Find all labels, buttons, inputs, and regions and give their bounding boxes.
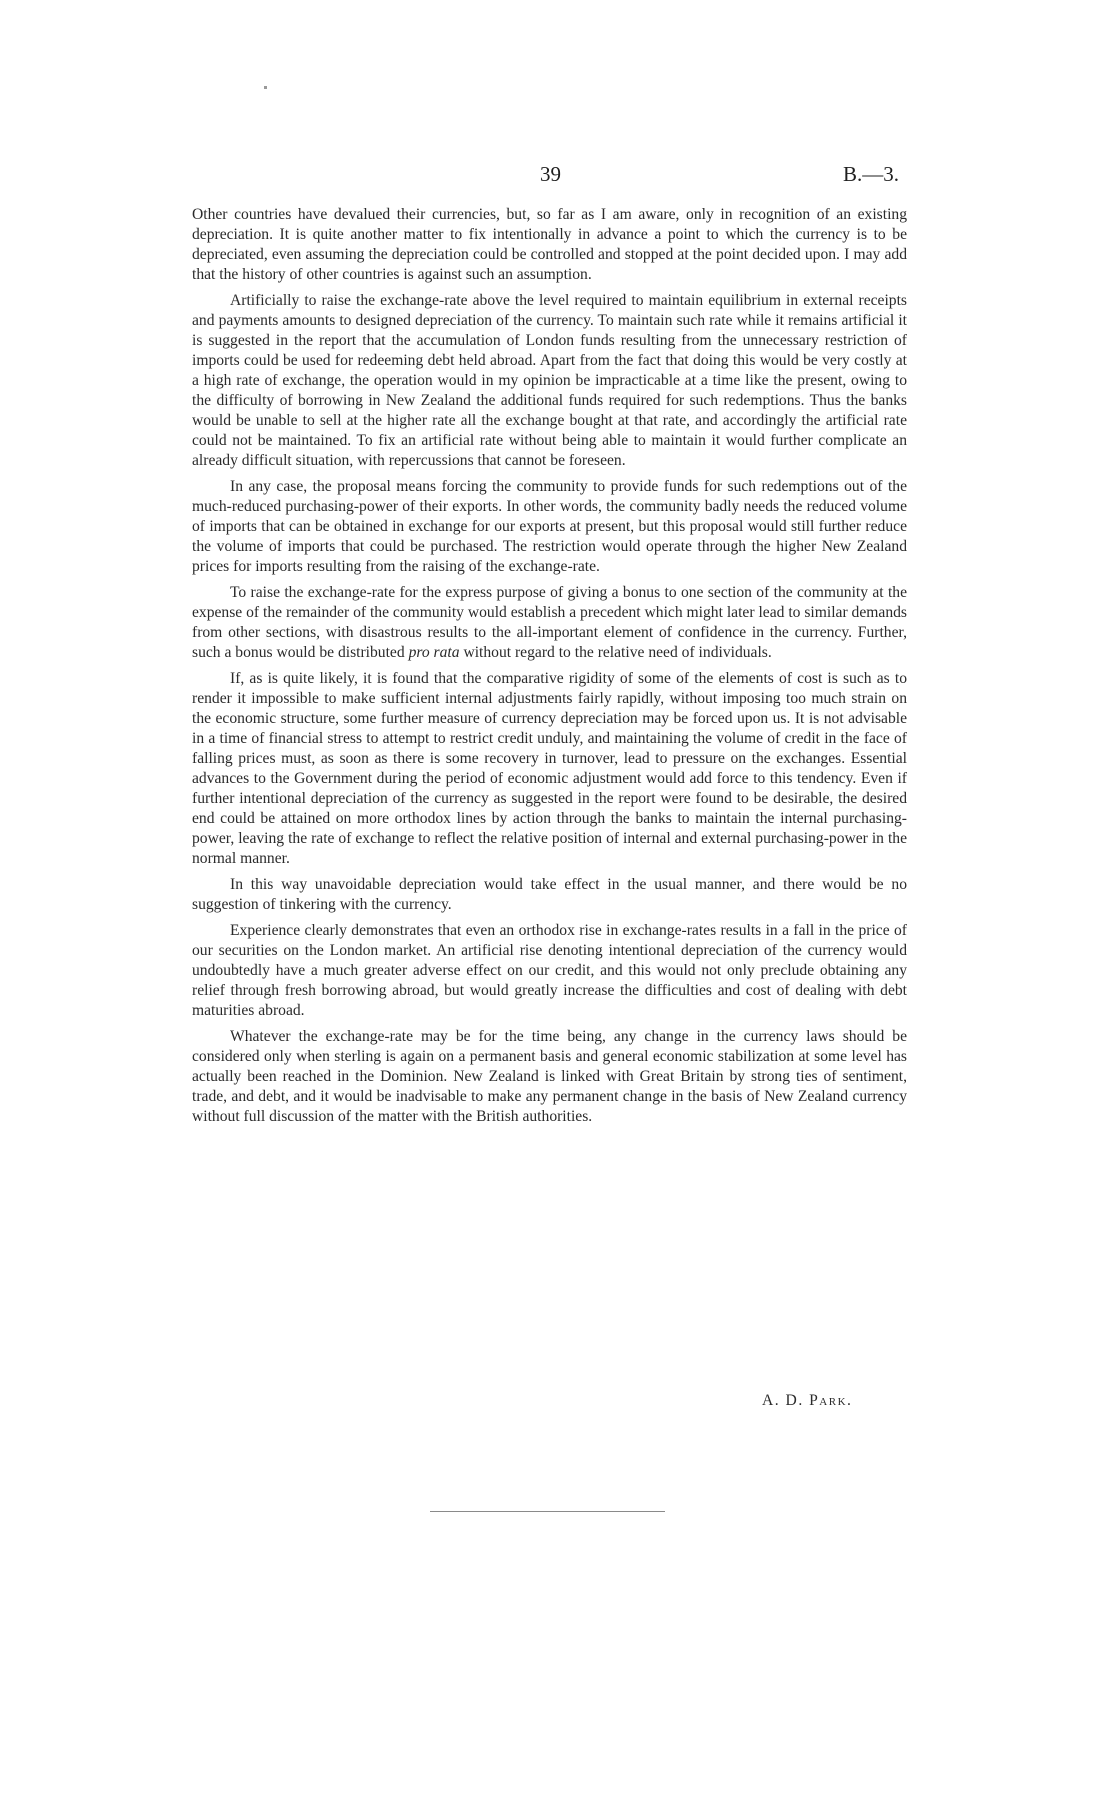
paragraph-experience: Experience clearly demonstrates that even an orthodox rise in exchange-rates results in a fall in the price of our securities on the London market. An artificial rise denoting intentional depreciation of the currency would undoubtedly have a much greater adverse effect on our credit, and this would not only preclude obtaining any relief through fresh borrowing abroad, but would greatly increase the difficulties and cost of dealing with debt maturities abroad. [192,922,907,1019]
paragraph-unavoidable: In this way unavoidable depreciation would take effect in the usual manner, and there would be no suggestion of tinkering with the currency. [192,876,907,913]
body-text [192,205,907,1133]
paragraph-bonus-text-end: without regard to the relative need of individuals. [459,644,772,661]
series-code: B.—3. [843,162,900,186]
signature-initials: A. D. [762,1392,810,1409]
end-rule-divider [430,1511,665,1512]
paragraph-bonus-text: To raise the exchange-rate for the express purpose of giving a bonus to one section of the community at the expense of the remainder of the community would establish a precedent which might later lead to similar demands from other sections, with disastrous results to the all-important element of confidence in the currency. Further, such a bonus would be distributed [192,584,907,661]
signature [762,1392,852,1410]
signature-surname: Park. [809,1392,853,1409]
pro-rata-italic: pro rata [408,644,460,661]
paragraph-rigidity: If, as is quite likely, it is found that the comparative rigidity of some of the elements of cost is such as to render it impossible to make sufficient internal adjustments fairly rapidly, without imposing too much strain on the economic structure, some further measure of currency depreciation may be forced upon us. It is not advisable in a time of financial stress to attempt to restrict credit unduly, and maintaining the volume of credit in the face of falling prices must, as soon as there is some recovery in turnover, lead to pressure on the exchanges. Essential advances to the Government during the period of economic adjustment would add force to this tendency. Even if further intentional depreciation of the currency as suggested in the report were found to be desirable, the desired end could be attained on more orthodox lines by action through the banks to maintain the internal purchasing-power, leaving the rate of exchange to reflect the relative position of internal and external purchasing-power in the normal manner. [192,670,907,867]
paragraph-artificial-rate: Artificially to raise the exchange-rate above the level required to maintain equilibrium in external receipts and payments amounts to designed depreciation of the currency. To maintain such rate while it remains artificial it is suggested in the report that the accumulation of London funds resulting from the unnecessary restriction of imports could be used for redeeming debt held abroad. Apart from the fact that doing this would be very costly at a high rate of exchange, the operation would in my opinion be impracticable at a time like the present, owing to the difficulty of borrowing in New Zealand the additional funds required for such redemptions. Thus the banks would be unable to sell at the higher rate all the exchange bought at that rate, and accordingly the artificial rate could not be maintained. To fix an artificial rate without being able to maintain it would further complicate an already difficult situation, with repercussions that cannot be foreseen. [192,292,907,469]
stray-ink-mark [264,86,267,89]
paragraph-redemptions: In any case, the proposal means forcing the community to provide funds for such redemptions out of the much-reduced purchasing-power of their exports. In other words, the community badly needs the reduced volume of imports that can be obtained in exchange for our exports at present, but this proposal would still further reduce the volume of imports that could be purchased. The restriction would operate through the higher New Zealand prices for imports resulting from the raising of the exchange-rate. [192,478,907,575]
paragraph-devaluation: Other countries have devalued their currencies, but, so far as I am aware, only in recognition of an existing depreciation. It is quite another matter to fix intentionally in advance a point to which the currency is to be depreciated, even assuming the depreciation could be controlled and stopped at the point decided upon. I may add that the history of other countries is against such an assumption. [192,206,907,283]
page-number: 39 [540,162,561,186]
paragraph-bonus [192,583,907,663]
paragraph-currency-laws: Whatever the exchange-rate may be for the time being, any change in the currency laws should be considered only when sterling is again on a permanent basis and general economic stabilization at some level has actually been reached in the Dominion. New Zealand is linked with Great Britain by strong ties of sentiment, trade, and debt, and it would be inadvisable to make any permanent change in the basis of New Zealand currency without full discussion of the matter with the British authorities. [192,1028,907,1125]
